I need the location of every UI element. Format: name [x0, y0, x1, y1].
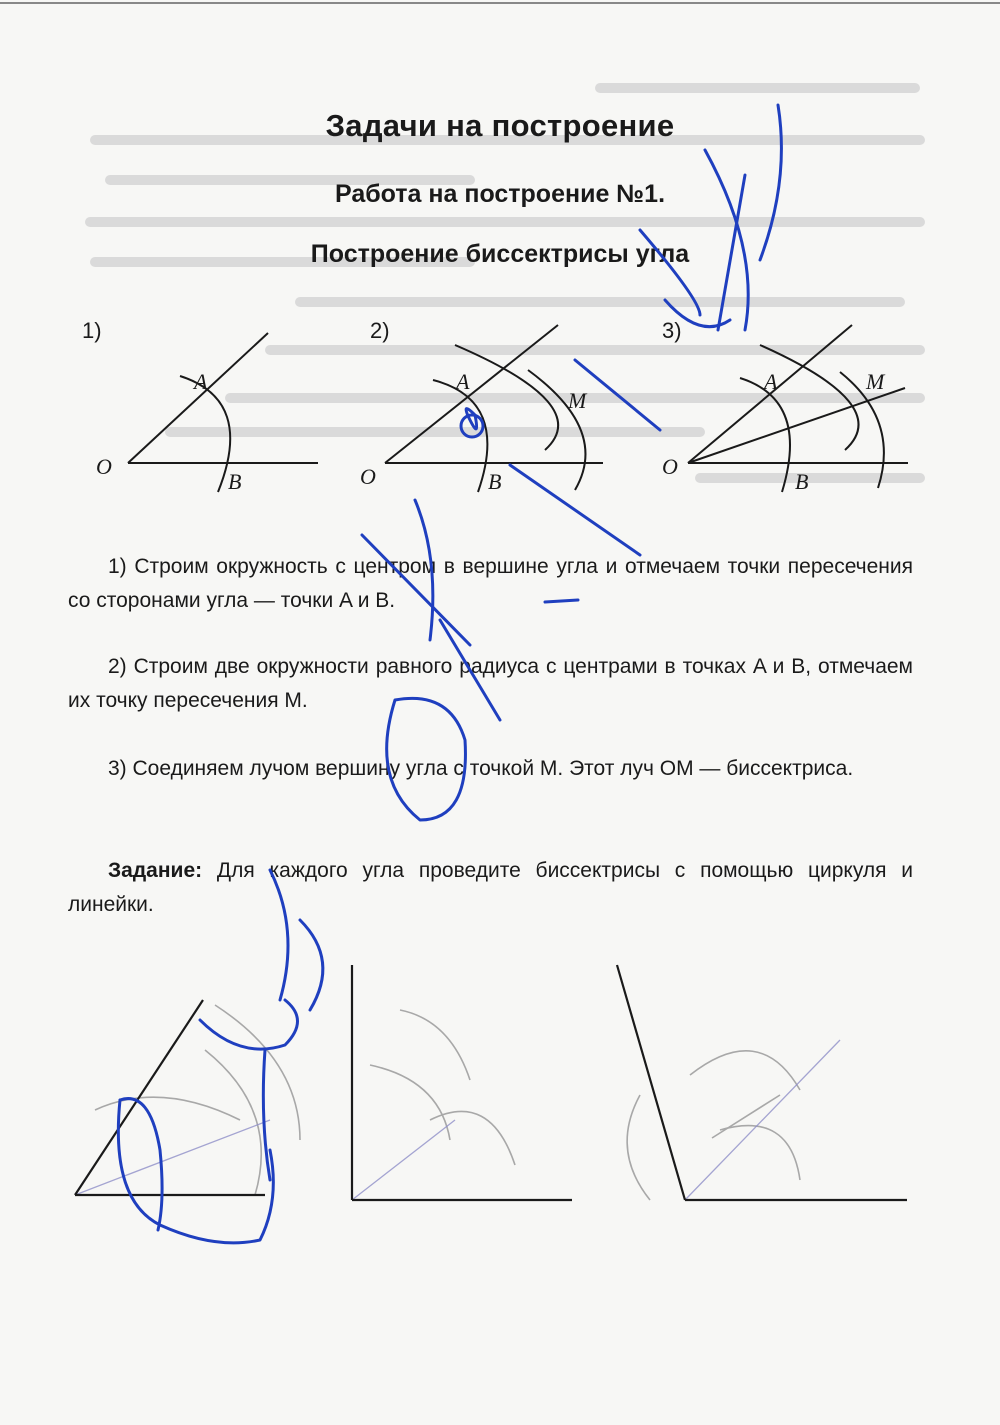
- page-title: Задачи на построение: [325, 108, 675, 143]
- step-3: 3) Соединяем лучом вершину угла с точкой M. Этот луч OM — биссектриса.: [108, 757, 854, 780]
- figure-number-1: 1): [82, 318, 102, 343]
- work-title: Работа на построение №1.: [334, 180, 666, 208]
- label-M-2: M: [568, 388, 587, 413]
- label-O-1: O: [96, 454, 112, 479]
- step-2: 2) Строим две окружности равного радиуса с центрами в точках A и B, отмечаем их точку пересечения M.: [68, 655, 913, 712]
- label-A-1: A: [194, 369, 208, 394]
- label-B-1: B: [228, 469, 242, 494]
- label-A-2: A: [456, 369, 470, 394]
- label-B-3: B: [795, 469, 809, 494]
- label-O-2: O: [360, 464, 376, 489]
- figure-number-2: 2): [370, 318, 390, 343]
- work-subtitle: Построение биссектрисы угла: [310, 240, 690, 268]
- figure-number-3: 3): [662, 318, 682, 343]
- label-A-3: A: [764, 369, 778, 394]
- label-B-2: B: [488, 469, 502, 494]
- label-O-3: O: [662, 454, 678, 479]
- task-label: Задание:: [108, 859, 203, 882]
- step-1: 1) Строим окружность с центром в вершине угла и отмечаем точки пересечения со сторонами угла — точки A и B.: [68, 555, 913, 612]
- task-text: Для каждого угла проведите биссектрисы с помощью циркуля и линейки.: [68, 859, 913, 916]
- label-M-3: M: [866, 369, 885, 394]
